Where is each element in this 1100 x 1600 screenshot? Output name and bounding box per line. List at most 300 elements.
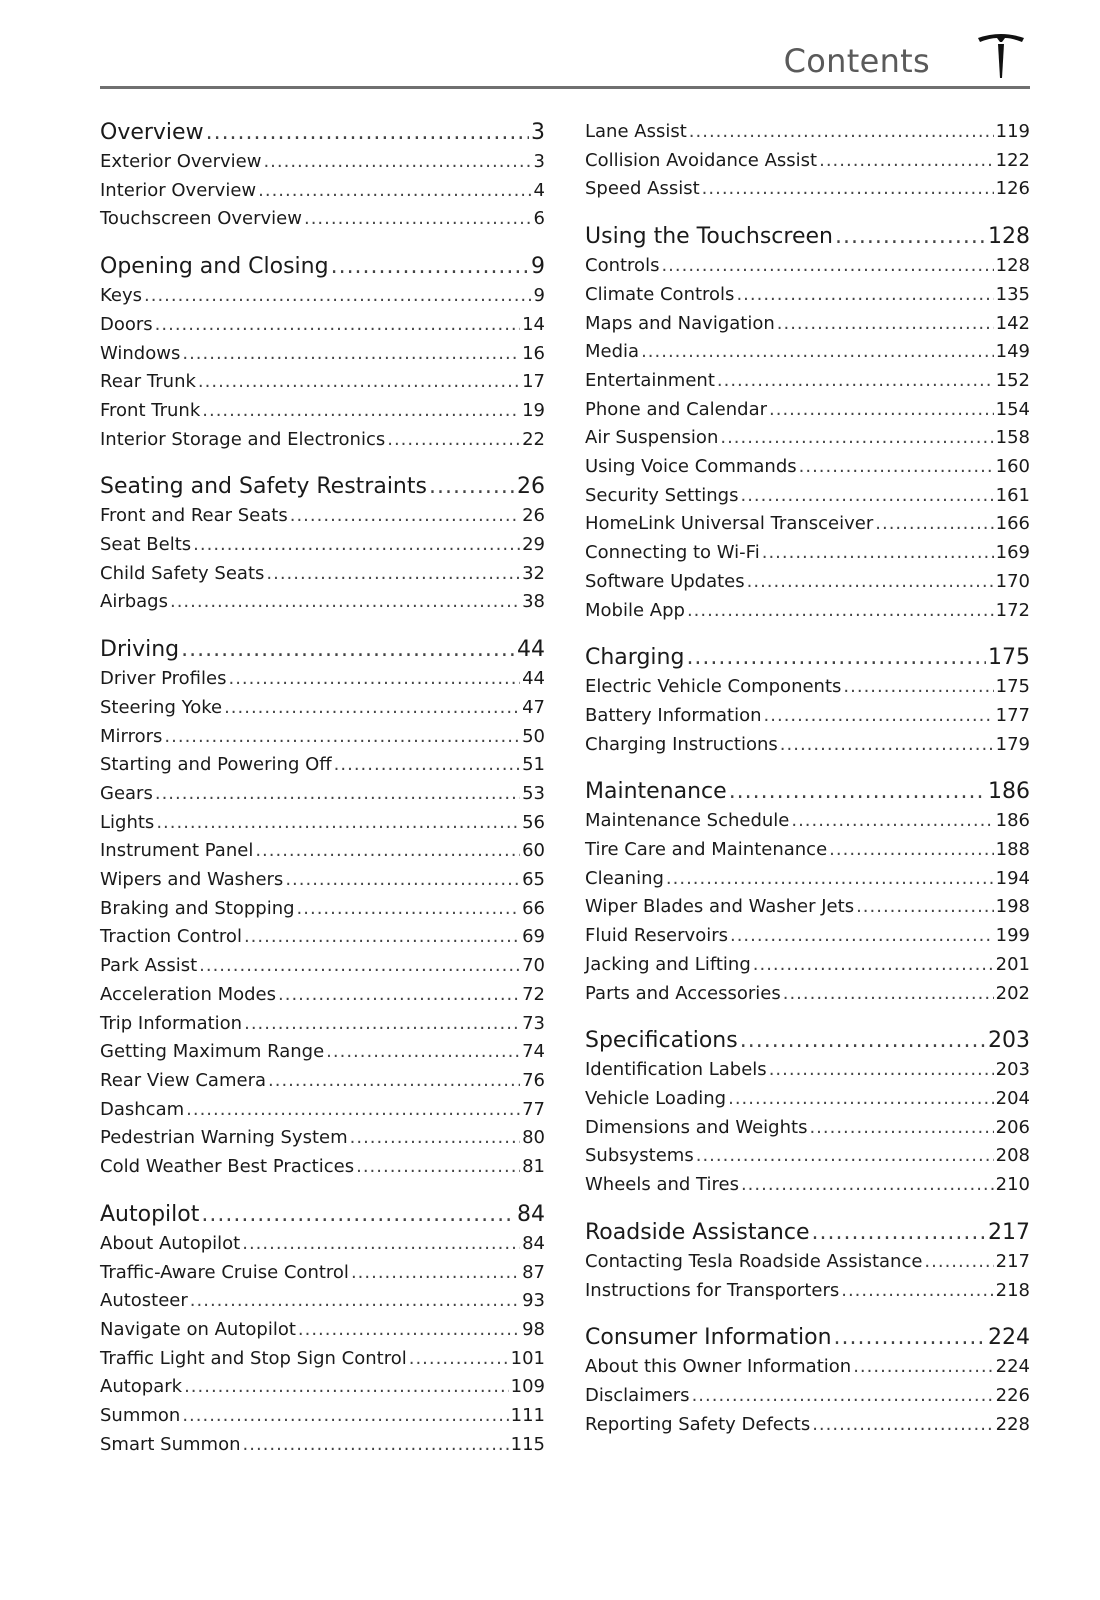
toc-section [100, 1200, 545, 1460]
toc-entry[interactable] [585, 281, 1030, 310]
dot-leader [687, 597, 994, 626]
toc-entry-page-number: 19 [522, 399, 545, 421]
toc-entry[interactable] [585, 539, 1030, 568]
toc-entry-page-number: 17 [522, 371, 545, 393]
dot-leader [266, 560, 520, 589]
toc-entry[interactable] [100, 1124, 545, 1153]
dot-leader [661, 252, 993, 281]
dot-leader [717, 367, 994, 396]
dot-leader [244, 1010, 520, 1039]
toc-entry-page-number: 77 [522, 1098, 545, 1120]
toc-entry-label: About this Owner Information [585, 1356, 852, 1378]
toc-entry-page-number: 161 [995, 484, 1030, 506]
toc-entry-label: Traffic Light and Stop Sign Control [100, 1347, 407, 1369]
dot-leader [201, 1200, 515, 1230]
dot-leader [331, 252, 529, 282]
toc-section-heading-page-number: 3 [531, 120, 545, 145]
toc-entry[interactable] [100, 560, 545, 589]
toc-entry[interactable] [100, 1038, 545, 1067]
toc-section [585, 777, 1030, 1008]
dot-leader [278, 981, 520, 1010]
toc-entry-page-number: 149 [995, 341, 1030, 363]
tesla-logo-icon [974, 28, 1028, 82]
toc-entry-label: Charging Instructions [585, 733, 778, 755]
dot-leader [350, 1124, 520, 1153]
toc-section-heading[interactable] [585, 222, 1030, 252]
dot-leader [263, 148, 531, 177]
dot-leader [747, 568, 994, 597]
toc-section-heading[interactable] [585, 643, 1030, 673]
toc-entry[interactable] [100, 1259, 545, 1288]
toc-entry[interactable] [100, 1402, 545, 1431]
toc-entry-label: Electric Vehicle Components [585, 676, 842, 698]
toc-section-heading[interactable] [100, 252, 545, 282]
toc-entry-page-number: 101 [510, 1347, 545, 1369]
toc-entry-page-number: 199 [995, 925, 1030, 947]
toc-entry[interactable] [100, 665, 545, 694]
toc-section-heading-label: Charging [585, 645, 685, 671]
toc-entry[interactable] [100, 895, 545, 924]
toc-entry-page-number: 109 [510, 1376, 545, 1398]
toc-entry[interactable] [585, 252, 1030, 281]
toc-entry-page-number: 208 [995, 1145, 1030, 1167]
toc-entry-page-number: 204 [995, 1087, 1030, 1109]
toc-entry[interactable] [585, 510, 1030, 539]
toc-entry-label: Wipers and Washers [100, 869, 284, 891]
toc-entry-label: Contacting Tesla Roadside Assistance [585, 1250, 923, 1272]
toc-entry-page-number: 194 [995, 867, 1030, 889]
toc-entry[interactable] [585, 1411, 1030, 1440]
toc-entry-label: Navigate on Autopilot [100, 1318, 296, 1340]
toc-entry-label: Lights [100, 811, 155, 833]
toc-entry-label: Front Trunk [100, 399, 201, 421]
toc-entry-page-number: 198 [995, 896, 1030, 918]
toc-entry[interactable] [100, 837, 545, 866]
toc-entry-label: Doors [100, 313, 153, 335]
toc-entry-page-number: 154 [995, 398, 1030, 420]
toc-entry-label: Traffic-Aware Cruise Control [100, 1261, 349, 1283]
toc-entry[interactable] [585, 1248, 1030, 1277]
toc-entry[interactable] [100, 282, 545, 311]
toc-section-heading[interactable] [100, 472, 545, 502]
toc-section [100, 635, 545, 1182]
toc-section [585, 118, 1030, 204]
toc-entry[interactable] [585, 1171, 1030, 1200]
toc-entry-page-number: 152 [995, 369, 1030, 391]
toc-entry-page-number: 76 [522, 1069, 545, 1091]
toc-entry-page-number: 115 [510, 1433, 545, 1455]
dot-leader [351, 1259, 520, 1288]
toc-section-heading-page-number: 203 [988, 1028, 1030, 1054]
toc-entry[interactable] [585, 482, 1030, 511]
toc-entry[interactable] [585, 1353, 1030, 1382]
toc-entry-page-number: 224 [995, 1356, 1030, 1378]
toc-entry[interactable] [100, 1096, 545, 1125]
toc-entry-label: Gears [100, 782, 153, 804]
dot-leader [268, 1067, 520, 1096]
toc-entry[interactable] [100, 397, 545, 426]
dot-leader [769, 396, 994, 425]
toc-entry[interactable] [100, 1431, 545, 1460]
toc-entry-label: Collision Avoidance Assist [585, 149, 818, 171]
toc-entry[interactable] [585, 731, 1030, 760]
toc-entry[interactable] [585, 1056, 1030, 1085]
dot-leader [190, 1287, 520, 1316]
toc-entry-label: HomeLink Universal Transceiver [585, 513, 874, 535]
toc-entry[interactable] [585, 453, 1030, 482]
dot-leader [799, 453, 994, 482]
toc-section-heading-label: Driving [100, 637, 180, 663]
toc-entry[interactable] [585, 147, 1030, 176]
toc-entry[interactable] [100, 1373, 545, 1402]
toc-entry-label: Braking and Stopping [100, 897, 295, 919]
toc-entry-page-number: 202 [995, 982, 1030, 1004]
toc-entry[interactable] [100, 780, 545, 809]
toc-entry-label: Fluid Reservoirs [585, 925, 728, 947]
toc-entry-page-number: 122 [995, 149, 1030, 171]
toc-entry-page-number: 172 [995, 599, 1030, 621]
toc-entry[interactable] [585, 310, 1030, 339]
toc-section [100, 472, 545, 617]
toc-section-heading-label: Specifications [585, 1028, 738, 1054]
toc-entry-page-number: 186 [995, 810, 1030, 832]
toc-entry-page-number: 74 [522, 1041, 545, 1063]
toc-entry-page-number: 56 [522, 811, 545, 833]
toc-entry[interactable] [585, 175, 1030, 204]
dot-leader [387, 426, 520, 455]
toc-entry-label: Security Settings [585, 484, 739, 506]
toc-entry-page-number: 69 [522, 926, 545, 948]
toc-entry-page-number: 206 [995, 1116, 1030, 1138]
toc-entry[interactable] [585, 865, 1030, 894]
toc-section-heading-label: Consumer Information [585, 1325, 832, 1351]
dot-leader [156, 809, 520, 838]
dot-leader [228, 665, 520, 694]
dot-leader [326, 1038, 520, 1067]
page-header [100, 24, 1030, 89]
dot-leader [736, 281, 993, 310]
dot-leader [777, 310, 994, 339]
toc-section-heading[interactable] [100, 635, 545, 665]
dot-leader [783, 980, 994, 1009]
toc-column-right [585, 118, 1030, 1457]
toc-entry[interactable] [100, 502, 545, 531]
toc-entry[interactable] [100, 1230, 545, 1259]
dot-leader [666, 865, 994, 894]
dot-leader [255, 837, 520, 866]
toc-entry-label: Windows [100, 342, 181, 364]
toc-entry-label: Software Updates [585, 570, 745, 592]
toc-entry[interactable] [100, 368, 545, 397]
toc-entry-label: Steering Yoke [100, 696, 223, 718]
toc-entry-page-number: 72 [522, 983, 545, 1005]
dot-leader [224, 694, 520, 723]
toc-entry-page-number: 179 [995, 733, 1030, 755]
toc-entry-label: Acceleration Modes [100, 983, 276, 1005]
toc-entry[interactable] [100, 1010, 545, 1039]
toc-entry[interactable] [100, 205, 545, 234]
dot-leader [181, 635, 515, 665]
toc-entry-page-number: 160 [995, 456, 1030, 478]
toc-entry-label: Front and Rear Seats [100, 505, 288, 527]
toc-section-heading-label: Overview [100, 120, 204, 145]
toc-entry[interactable] [585, 893, 1030, 922]
dot-leader [641, 338, 994, 367]
dot-leader [297, 895, 521, 924]
toc-entry-page-number: 66 [522, 897, 545, 919]
toc-entry-page-number: 111 [510, 1405, 545, 1427]
toc-entry-page-number: 158 [995, 427, 1030, 449]
dot-leader [841, 1277, 993, 1306]
toc-section [100, 118, 545, 234]
toc-entry-page-number: 126 [995, 178, 1030, 200]
toc-entry-label: Dashcam [100, 1098, 185, 1120]
dot-leader [198, 368, 520, 397]
toc-section-heading-page-number: 128 [988, 224, 1030, 250]
toc-section [585, 1026, 1030, 1200]
toc-entry[interactable] [585, 836, 1030, 865]
toc-entry-page-number: 203 [995, 1059, 1030, 1081]
toc-entry[interactable] [585, 1142, 1030, 1171]
dot-leader [812, 1218, 986, 1248]
dot-leader [791, 807, 993, 836]
toc-section-heading[interactable] [100, 1200, 545, 1230]
toc-entry[interactable] [100, 311, 545, 340]
toc-entry-page-number: 16 [522, 342, 545, 364]
toc-entry[interactable] [585, 807, 1030, 836]
toc-section [585, 1323, 1030, 1439]
dot-leader [429, 472, 515, 502]
toc-entry[interactable] [585, 922, 1030, 951]
toc-entry-label: Connecting to Wi-Fi [585, 542, 760, 564]
toc-entry[interactable] [585, 702, 1030, 731]
toc-entry[interactable] [100, 1316, 545, 1345]
dot-leader [696, 1142, 994, 1171]
dot-leader [762, 539, 994, 568]
toc-entry-page-number: 119 [995, 121, 1030, 142]
toc-entry-page-number: 98 [522, 1318, 545, 1340]
toc-entry-page-number: 217 [995, 1250, 1030, 1272]
toc-entry-label: Cold Weather Best Practices [100, 1156, 355, 1178]
toc-section-heading-label: Using the Touchscreen [585, 224, 833, 250]
toc-entry-page-number: 47 [522, 696, 545, 718]
toc-entry[interactable] [100, 177, 545, 206]
toc-entry-label: Lane Assist [585, 121, 687, 142]
dot-leader [924, 1248, 993, 1277]
toc-entry-label: Traction Control [100, 926, 242, 948]
toc-entry-page-number: 70 [522, 955, 545, 977]
dot-leader [753, 951, 994, 980]
toc-entry-label: Getting Maximum Range [100, 1041, 325, 1063]
toc-entry-page-number: 50 [522, 725, 545, 747]
toc-entry[interactable] [100, 426, 545, 455]
dot-leader [144, 282, 532, 311]
dot-leader [409, 1345, 509, 1374]
dot-leader [170, 588, 520, 617]
toc-entry[interactable] [100, 340, 545, 369]
toc-entry-label: Rear View Camera [100, 1069, 266, 1091]
toc-entry-page-number: 226 [995, 1384, 1030, 1406]
dot-leader [155, 311, 520, 340]
toc-section-heading[interactable] [585, 1218, 1030, 1248]
dot-leader [856, 893, 994, 922]
toc-section [585, 222, 1030, 625]
toc-entry[interactable] [100, 723, 545, 752]
dot-leader [692, 1382, 994, 1411]
toc-entry-label: Cleaning [585, 867, 664, 889]
toc-entry[interactable] [585, 424, 1030, 453]
toc-entry-page-number: 4 [533, 179, 545, 201]
toc-entry[interactable] [585, 367, 1030, 396]
toc-section-heading-page-number: 44 [517, 637, 545, 663]
toc-section-heading[interactable] [585, 1323, 1030, 1353]
toc-entry-label: Pedestrian Warning System [100, 1127, 348, 1149]
toc-entry-label: Media [585, 341, 640, 363]
dot-leader [720, 424, 993, 453]
toc-section-heading-page-number: 175 [988, 645, 1030, 671]
toc-section [585, 643, 1030, 759]
toc-entry[interactable] [100, 694, 545, 723]
toc-section-heading-label: Seating and Safety Restraints [100, 474, 427, 500]
toc-entry[interactable] [100, 923, 545, 952]
dot-leader [689, 118, 994, 147]
dot-leader [258, 177, 531, 206]
toc-entry[interactable] [585, 1085, 1030, 1114]
dot-leader [853, 1353, 993, 1382]
toc-entry[interactable] [585, 951, 1030, 980]
toc-entry[interactable] [585, 597, 1030, 626]
toc-entry-label: Autopark [100, 1376, 183, 1398]
toc-entry-page-number: 177 [995, 704, 1030, 726]
dot-leader [843, 673, 993, 702]
toc-entry-page-number: 87 [522, 1261, 545, 1283]
toc-entry-page-number: 9 [533, 285, 545, 307]
toc-entry-label: Vehicle Loading [585, 1087, 727, 1109]
dot-leader [304, 205, 532, 234]
dot-leader [829, 836, 993, 865]
toc-entry-page-number: 228 [995, 1413, 1030, 1435]
toc-entry-page-number: 53 [522, 782, 545, 804]
toc-entry-page-number: 80 [522, 1127, 545, 1149]
toc-entry-page-number: 51 [522, 754, 545, 776]
dot-leader [741, 1171, 994, 1200]
dot-leader [686, 643, 986, 673]
toc-entry-label: Exterior Overview [100, 151, 262, 172]
toc-entry-page-number: 60 [522, 840, 545, 862]
toc-entry[interactable] [585, 118, 1030, 147]
toc-entry[interactable] [585, 980, 1030, 1009]
toc-section [585, 1218, 1030, 1305]
toc-entry-label: Trip Information [100, 1012, 243, 1034]
toc-entry-label: Subsystems [585, 1145, 694, 1167]
toc-section-heading[interactable] [585, 777, 1030, 807]
toc-entry-label: Touchscreen Overview [100, 208, 302, 230]
dot-leader [182, 1402, 508, 1431]
toc-section [100, 252, 545, 454]
toc-entry[interactable] [100, 1287, 545, 1316]
toc-entry-page-number: 218 [995, 1279, 1030, 1301]
dot-leader [243, 1431, 509, 1460]
toc-section-heading-label: Opening and Closing [100, 254, 329, 280]
toc-entry[interactable] [585, 568, 1030, 597]
toc-entry[interactable] [100, 148, 545, 177]
toc-entry[interactable] [100, 981, 545, 1010]
toc-entry[interactable] [100, 866, 545, 895]
dot-leader [729, 777, 986, 807]
dot-leader [298, 1316, 520, 1345]
toc-entry-label: Climate Controls [585, 283, 735, 305]
toc-entry[interactable] [100, 751, 545, 780]
dot-leader [740, 482, 993, 511]
toc-section-heading-label: Autopilot [100, 1201, 200, 1227]
dot-leader [244, 923, 520, 952]
dot-leader [728, 1085, 994, 1114]
dot-leader [285, 866, 520, 895]
toc-entry-label: Identification Labels [585, 1059, 767, 1081]
toc-entry-label: Battery Information [585, 704, 762, 726]
dot-leader [193, 531, 520, 560]
toc-entry-page-number: 188 [995, 839, 1030, 861]
toc-entry-page-number: 135 [995, 283, 1030, 305]
toc-entry-label: Reporting Safety Defects [585, 1413, 811, 1435]
toc-entry[interactable] [100, 1345, 545, 1374]
dot-leader [809, 1114, 993, 1143]
toc-entry[interactable] [100, 952, 545, 981]
toc-entry[interactable] [585, 338, 1030, 367]
dot-leader [184, 1373, 509, 1402]
toc-column-left [100, 118, 545, 1477]
toc-section-heading[interactable] [100, 118, 545, 148]
toc-entry[interactable] [585, 673, 1030, 702]
toc-entry-label: Dimensions and Weights [585, 1116, 808, 1138]
toc-entry-label: Interior Storage and Electronics [100, 428, 386, 450]
toc-entry[interactable] [100, 531, 545, 560]
toc-section-heading-page-number: 224 [988, 1325, 1030, 1351]
dot-leader [356, 1153, 520, 1182]
toc-entry[interactable] [585, 1114, 1030, 1143]
toc-entry-label: Using Voice Commands [585, 456, 797, 478]
toc-entry-page-number: 22 [522, 428, 545, 450]
toc-entry[interactable] [585, 1382, 1030, 1411]
toc-entry[interactable] [100, 588, 545, 617]
toc-entry-label: Child Safety Seats [100, 562, 265, 584]
dot-leader [764, 702, 994, 731]
toc-entry-page-number: 81 [522, 1156, 545, 1178]
toc-entry[interactable] [100, 809, 545, 838]
toc-entry-label: Summon [100, 1405, 181, 1427]
toc-entry[interactable] [585, 396, 1030, 425]
toc-entry[interactable] [585, 1277, 1030, 1306]
toc-entry[interactable] [100, 1067, 545, 1096]
toc-section-heading[interactable] [585, 1026, 1030, 1056]
toc-entry-label: Parts and Accessories [585, 982, 781, 1004]
toc-entry-label: Wiper Blades and Washer Jets [585, 896, 855, 918]
dot-leader [812, 1411, 993, 1440]
toc-entry-label: Park Assist [100, 955, 198, 977]
dot-leader [155, 780, 520, 809]
toc-section-heading-page-number: 84 [517, 1201, 545, 1227]
toc-section-heading-label: Maintenance [585, 779, 727, 805]
toc-entry-label: Maps and Navigation [585, 312, 775, 334]
toc-entry[interactable] [100, 1153, 545, 1182]
toc-section-heading-label: Roadside Assistance [585, 1219, 810, 1245]
dot-leader [290, 502, 520, 531]
toc-entry-label: About Autopilot [100, 1232, 241, 1254]
toc-entry-label: Airbags [100, 591, 168, 613]
page-title: Contents [783, 42, 930, 80]
toc-entry-page-number: 170 [995, 570, 1030, 592]
toc-entry-page-number: 26 [522, 505, 545, 527]
